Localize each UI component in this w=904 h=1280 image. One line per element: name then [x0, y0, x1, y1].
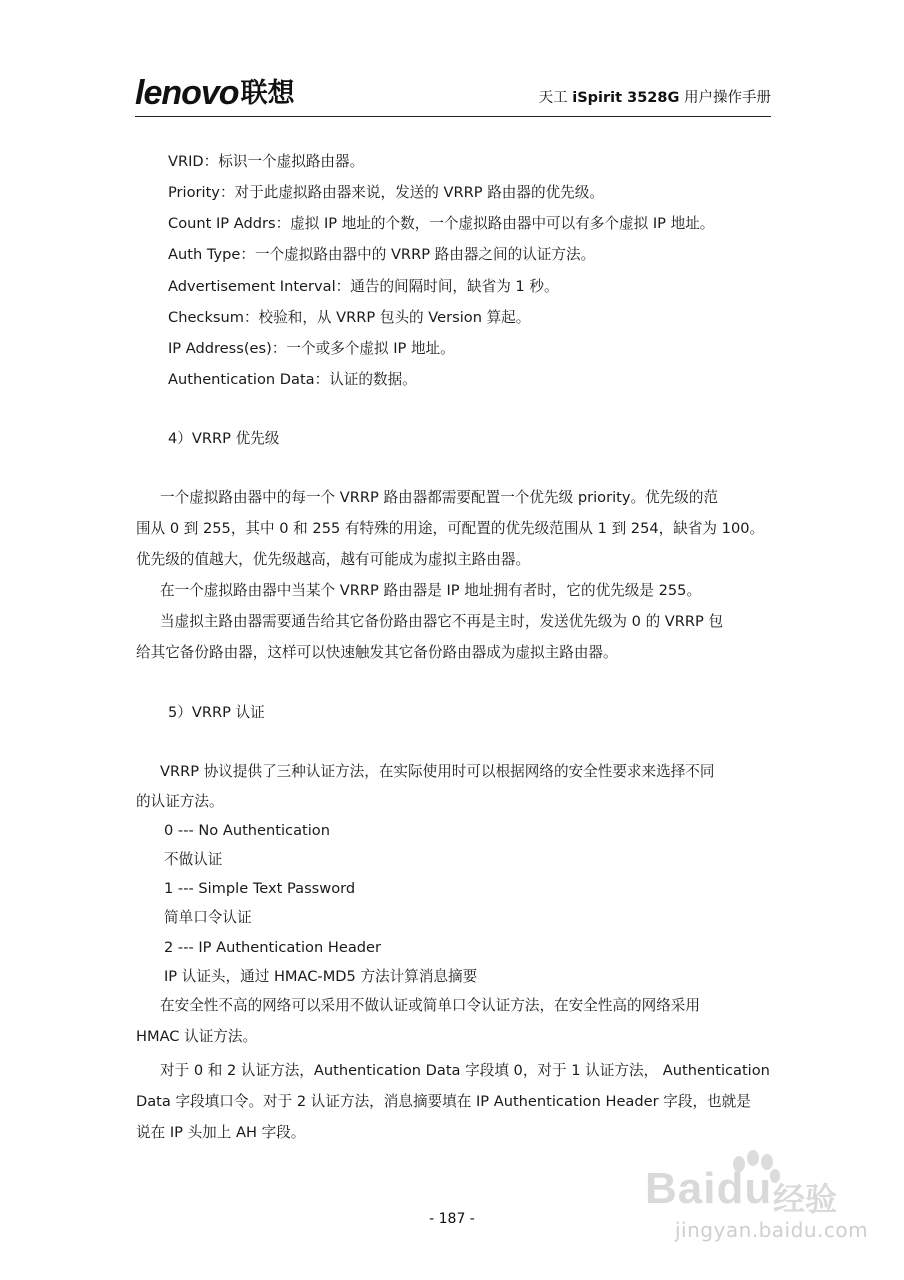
field-checksum: Checksum：校验和，从 VRRP 包头的 Version 算起。 — [168, 309, 531, 326]
title-suffix: 用户操作手册 — [679, 90, 771, 106]
para2-line-3: 说在 IP 头加上 AH 字段。 — [136, 1124, 306, 1141]
field-vrid: VRID：标识一个虚拟路由器。 — [168, 153, 365, 170]
page-header — [135, 70, 771, 117]
section5-intro-1: VRRP 协议提供了三种认证方法，在实际使用时可以根据网络的安全性要求来选择不同 — [160, 763, 715, 780]
section4-line-4: 在一个虚拟路由器中当某个 VRRP 路由器是 IP 地址拥有者时，它的优先级是 255。 — [160, 582, 702, 599]
logo-text: lenovo — [135, 74, 239, 112]
section4-heading: 4）VRRP 优先级 — [168, 430, 280, 447]
method-2: 2 --- IP Authentication Header — [164, 939, 382, 956]
method-0-desc: 不做认证 — [164, 851, 223, 868]
section4-line-6: 给其它备份路由器，这样可以快速触发其它备份路由器成为虚拟主路由器。 — [136, 644, 618, 661]
field-adv-interval: Advertisement Interval：通告的间隔时间，缺省为 1 秒。 — [168, 278, 559, 295]
field-count-ip: Count IP Addrs：虚拟 IP 地址的个数，一个虚拟路由器中可以有多个虚拟 IP 地址。 — [168, 215, 715, 232]
title-prefix: 天工 — [538, 90, 573, 106]
section4-line-5: 当虚拟主路由器需要通告给其它备份路由器它不再是主时，发送优先级为 0 的 VRRP 包 — [160, 613, 724, 630]
title-product: iSpirit 3528G — [572, 90, 680, 106]
section4-line-3: 优先级的值越大，优先级越高，越有可能成为虚拟主路由器。 — [136, 551, 531, 568]
page-number: - 187 - — [429, 1211, 475, 1227]
watermark-url: jingyan.baidu.com — [675, 1218, 869, 1242]
section4-line-1: 一个虚拟路由器中的每一个 VRRP 路由器都需要配置一个优先级 priority。优先级的范 — [160, 489, 719, 506]
method-2-desc: IP 认证头，通过 HMAC-MD5 方法计算消息摘要 — [164, 968, 478, 985]
baidu-watermark — [645, 1150, 869, 1250]
watermark-brand: Baidu — [645, 1164, 773, 1213]
field-priority: Priority：对于此虚拟路由器来说，发送的 VRRP 路由器的优先级。 — [168, 184, 604, 201]
field-ip-address: IP Address(es)：一个或多个虚拟 IP 地址。 — [168, 340, 455, 357]
para1-line-2: HMAC 认证方法。 — [136, 1028, 258, 1045]
para2-line-2: Data 字段填口令。对于 2 认证方法，消息摘要填在 IP Authentication Header 字段，也就是 — [136, 1093, 751, 1110]
method-0: 0 --- No Authentication — [164, 822, 330, 839]
section4-line-2: 围从 0 到 255，其中 0 和 255 有特殊的用途，可配置的优先级范围从 1 到 254，缺省为 100。 — [136, 520, 765, 537]
manual-title — [539, 86, 771, 107]
method-1-desc: 简单口令认证 — [164, 909, 252, 926]
field-auth-type: Auth Type：一个虚拟路由器中的 VRRP 路由器之间的认证方法。 — [168, 246, 596, 263]
logo-cn-text: 联想 — [240, 78, 295, 108]
section5-heading: 5）VRRP 认证 — [168, 704, 265, 721]
watermark-cn: 经验 — [773, 1180, 838, 1218]
para1-line-1: 在安全性不高的网络可以采用不做认证或简单口令认证方法，在安全性高的网络采用 — [160, 997, 700, 1014]
section5-intro-2: 的认证方法。 — [136, 793, 224, 810]
field-auth-data: Authentication Data：认证的数据。 — [168, 371, 417, 388]
lenovo-logo — [135, 76, 295, 110]
para2-line-1: 对于 0 和 2 认证方法，Authentication Data 字段填 0，对于 1 认证方法， Authentication — [160, 1062, 770, 1079]
method-1: 1 --- Simple Text Password — [164, 880, 356, 897]
